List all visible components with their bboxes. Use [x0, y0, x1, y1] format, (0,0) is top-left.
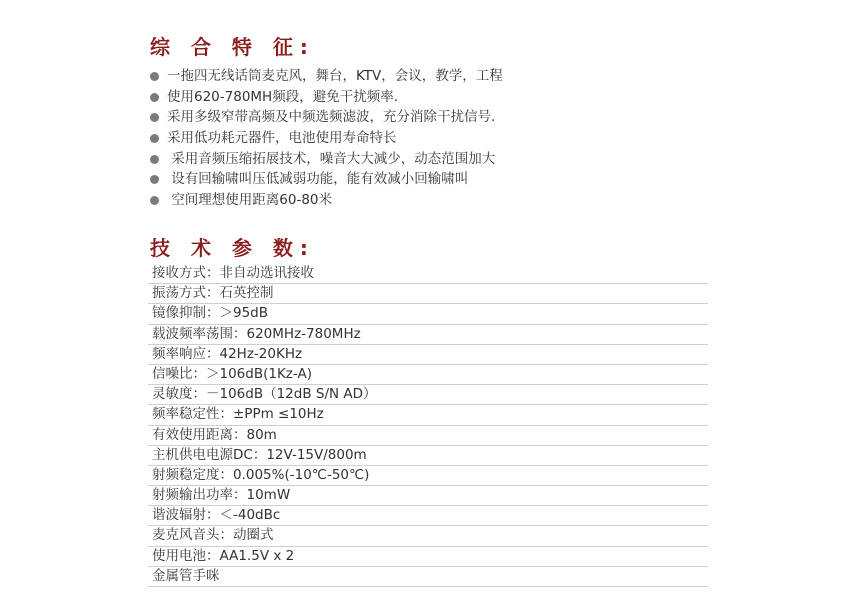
- spec-row: 灵敏度：－106dB（12dB S/N AD）: [148, 385, 708, 405]
- spec-row: 有效使用距离：80m: [148, 426, 708, 446]
- spec-row: 频率响应：42Hz-20KHz: [148, 345, 708, 365]
- features-list: [150, 66, 503, 211]
- feature-item: [150, 66, 503, 87]
- feature-text: 使用620-780MH频段，避免干扰频率.: [167, 88, 398, 105]
- spec-row: 镜像抑制：＞95dB: [148, 304, 708, 324]
- feature-item: [150, 149, 503, 170]
- feature-text: 采用音频压缩拓展技术，噪音大大减少，动态范围加大: [167, 150, 496, 167]
- feature-text: 采用多级窄带高频及中频选频滤波，充分消除干扰信号.: [167, 109, 496, 126]
- bullet-icon: [150, 155, 159, 164]
- features-title: 综 合 特 征:: [150, 35, 315, 59]
- bullet-icon: [150, 196, 159, 205]
- feature-item: [150, 87, 503, 108]
- spec-row: 主机供电电源DC：12V-15V/800m: [148, 446, 708, 466]
- spec-row: 射频稳定度：0.005%(-10℃-50℃): [148, 466, 708, 486]
- feature-item: [150, 190, 503, 211]
- feature-text: 采用低功耗元器件，电池使用寿命特长: [167, 130, 397, 147]
- bullet-icon: [150, 175, 159, 184]
- bullet-icon: [150, 72, 159, 81]
- bullet-icon: [150, 113, 159, 122]
- feature-text: 空间理想使用距离60-80米: [167, 192, 333, 209]
- spec-row: 金属管手咪: [148, 567, 708, 587]
- spec-row: 谐波辐射：＜-40dBc: [148, 506, 708, 526]
- bullet-icon: [150, 134, 159, 143]
- spec-row: 频率稳定性：±PPm ≤10Hz: [148, 405, 708, 425]
- bullet-icon: [150, 93, 159, 102]
- spec-row: 使用电池：AA1.5V x 2: [148, 547, 708, 567]
- spec-row: 麦克风音头：动圈式: [148, 526, 708, 546]
- spec-row: 载波频率荡围：620MHz-780MHz: [148, 325, 708, 345]
- spec-row: 接收方式：非自动选讯接收: [148, 264, 708, 284]
- feature-item: [150, 107, 503, 128]
- feature-item: [150, 128, 503, 149]
- spec-row: 射频输出功率：10mW: [148, 486, 708, 506]
- feature-text: 设有回输啸叫压低减弱功能，能有效减小回输啸叫: [167, 171, 469, 188]
- feature-item: [150, 169, 503, 190]
- feature-text: 一拖四无线话筒麦克风，舞台，KTV，会议，教学，工程: [167, 68, 503, 84]
- specs-title: 技 术 参 数:: [150, 236, 315, 260]
- spec-row: 振荡方式：石英控制: [148, 284, 708, 304]
- specs-table: [148, 264, 708, 587]
- spec-row: 信噪比：＞106dB(1Kz-A): [148, 365, 708, 385]
